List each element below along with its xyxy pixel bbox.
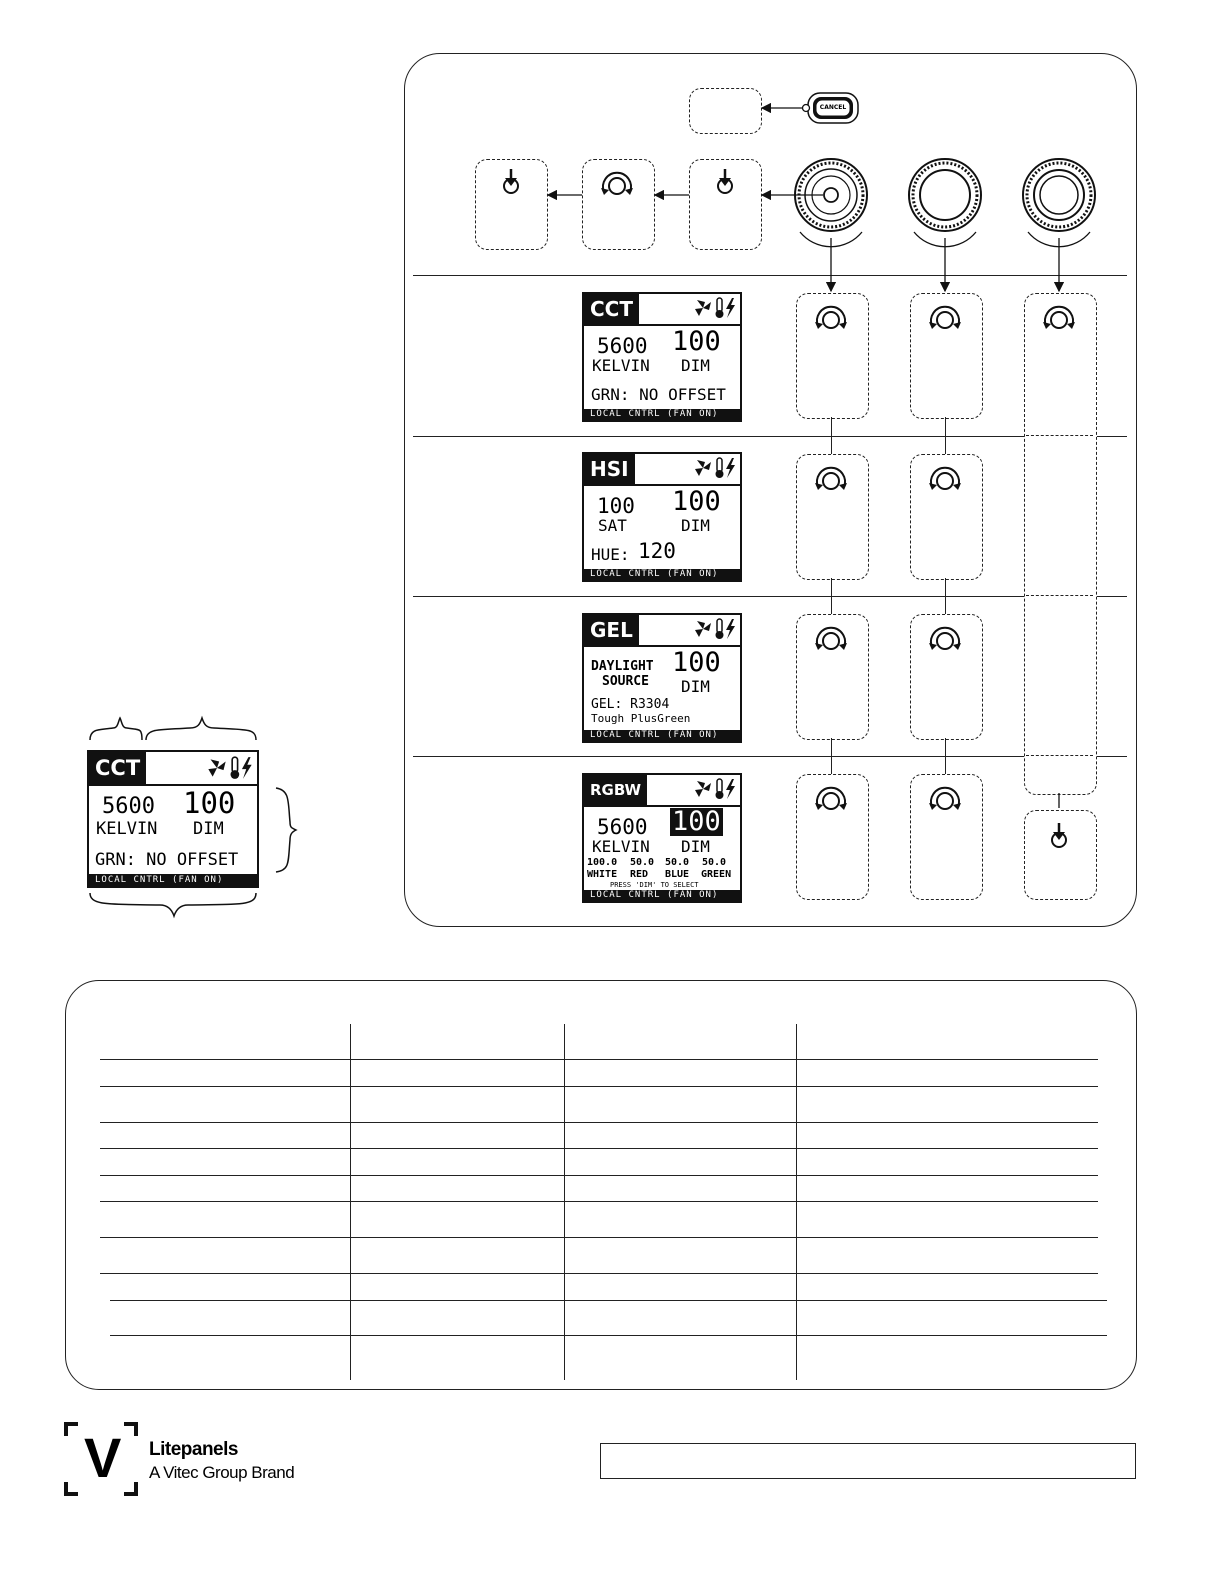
green-offset: GRN: NO OFFSET xyxy=(95,850,239,870)
table-row-line xyxy=(100,1273,1098,1274)
status-icons xyxy=(693,777,737,801)
green-offset: GRN: NO OFFSET xyxy=(591,385,726,404)
brand-tagline: A Vitec Group Brand xyxy=(149,1463,295,1482)
kelvin-label: KELVIN xyxy=(96,819,158,839)
status-icons xyxy=(693,296,737,320)
lcd-screen-hsi xyxy=(582,452,742,582)
press-icon xyxy=(1052,823,1066,847)
lcd-screen-gel xyxy=(582,613,742,743)
knob-2[interactable] xyxy=(909,159,981,247)
rotate-icon xyxy=(815,788,847,810)
rotate-icon xyxy=(815,468,847,490)
lcd-screen-rgbw xyxy=(582,773,742,903)
power-bolt-icon xyxy=(726,779,735,799)
status-footer: LOCAL CNTRL (FAN ON) xyxy=(584,569,740,580)
fan-icon xyxy=(695,460,711,476)
table-column-divider xyxy=(796,1024,797,1380)
dim-label: DIM xyxy=(681,837,710,856)
blue-label: BLUE xyxy=(665,869,690,880)
hue-label: HUE: xyxy=(591,545,630,564)
power-bolt-icon xyxy=(242,757,252,779)
status-footer: LOCAL CNTRL (FAN ON) xyxy=(89,874,257,886)
table-row-line xyxy=(110,1300,1107,1301)
mode-label: HSI xyxy=(584,454,635,484)
fan-icon xyxy=(695,300,711,316)
power-bolt-icon xyxy=(726,458,735,478)
rotate-icon xyxy=(815,628,847,650)
kelvin-value: 5600 xyxy=(597,334,648,358)
table-row-line xyxy=(100,1175,1098,1176)
fan-icon xyxy=(695,621,711,637)
dim-value: 100 xyxy=(672,486,721,517)
fan-icon xyxy=(208,759,225,776)
table-panel xyxy=(65,980,1137,1390)
dim-label: DIM xyxy=(681,356,710,375)
logo-letter: V xyxy=(84,1426,122,1489)
rotate-icon xyxy=(929,307,961,329)
rotate-icon xyxy=(929,628,961,650)
status-icons xyxy=(693,617,737,641)
table-column-divider xyxy=(564,1024,565,1380)
mode-label: GEL xyxy=(584,615,639,645)
status-icons xyxy=(693,456,737,480)
red-label: RED xyxy=(630,869,649,880)
green-label: GREEN xyxy=(701,869,732,880)
thermometer-icon xyxy=(716,619,724,639)
table-row-line xyxy=(110,1335,1107,1336)
gel-code: GEL: R3304 xyxy=(591,697,670,712)
table-row-line xyxy=(100,1148,1098,1149)
mode-label: CCT xyxy=(584,294,639,324)
blue-value: 50.0 xyxy=(665,857,690,868)
dim-value: 100 xyxy=(183,786,236,820)
dim-value: 100 xyxy=(672,326,721,357)
status-footer: LOCAL CNTRL (FAN ON) xyxy=(584,409,740,420)
thermometer-icon xyxy=(231,757,240,779)
dim-value: 100 xyxy=(672,647,721,678)
status-footer: LOCAL CNTRL (FAN ON) xyxy=(584,730,740,741)
kelvin-label: KELVIN xyxy=(592,356,650,375)
hue-value: 120 xyxy=(638,539,676,563)
kelvin-value: 5600 xyxy=(597,815,648,839)
kelvin-label: KELVIN xyxy=(592,837,650,856)
select-hint: PRESS 'DIM' TO SELECT xyxy=(610,881,699,889)
thermometer-icon xyxy=(716,779,724,799)
table-row-line xyxy=(100,1059,1098,1060)
power-bolt-icon xyxy=(726,619,735,639)
rotate-icon xyxy=(601,173,633,195)
footer-box xyxy=(600,1443,1136,1479)
lcd-screen-cct xyxy=(582,292,742,422)
knob-1[interactable] xyxy=(795,159,867,247)
table-row-line xyxy=(100,1237,1098,1238)
legend-lcd-screen xyxy=(87,750,259,888)
white-value: 100.0 xyxy=(587,857,618,868)
dim-label: DIM xyxy=(193,819,224,839)
press-icon xyxy=(718,169,732,193)
cancel-button-label: CANCEL xyxy=(819,104,847,111)
source-line-2: SOURCE xyxy=(602,674,649,689)
white-label: WHITE xyxy=(587,869,618,880)
table-column-divider xyxy=(350,1024,351,1380)
rotate-icon xyxy=(1043,307,1075,329)
status-icons xyxy=(206,755,254,781)
rotate-icon xyxy=(929,468,961,490)
source-line-1: DAYLIGHT xyxy=(591,659,654,674)
thermometer-icon xyxy=(716,458,724,478)
mode-label: CCT xyxy=(89,752,146,784)
rotate-icon xyxy=(815,307,847,329)
saturation-label: SAT xyxy=(598,516,627,535)
thermometer-icon xyxy=(716,298,724,318)
dim-value-selected: 100 xyxy=(672,806,721,837)
rotate-icon xyxy=(929,788,961,810)
gel-name: Tough PlusGreen xyxy=(591,712,691,725)
red-value: 50.0 xyxy=(630,857,655,868)
brand-name: Litepanels xyxy=(149,1439,238,1460)
kelvin-value: 5600 xyxy=(102,794,155,819)
power-bolt-icon xyxy=(726,298,735,318)
table-row-line xyxy=(100,1201,1098,1202)
table-row-line xyxy=(100,1122,1098,1123)
status-footer: LOCAL CNTRL (FAN ON) xyxy=(584,890,740,901)
table-row-line xyxy=(100,1086,1098,1087)
green-value: 50.0 xyxy=(702,857,727,868)
saturation-value: 100 xyxy=(597,494,635,518)
fan-icon xyxy=(695,781,711,797)
dim-label: DIM xyxy=(681,677,710,696)
mode-label: RGBW xyxy=(584,775,647,805)
knob-3[interactable] xyxy=(1023,159,1095,247)
dim-label: DIM xyxy=(681,516,710,535)
press-icon xyxy=(504,169,518,193)
